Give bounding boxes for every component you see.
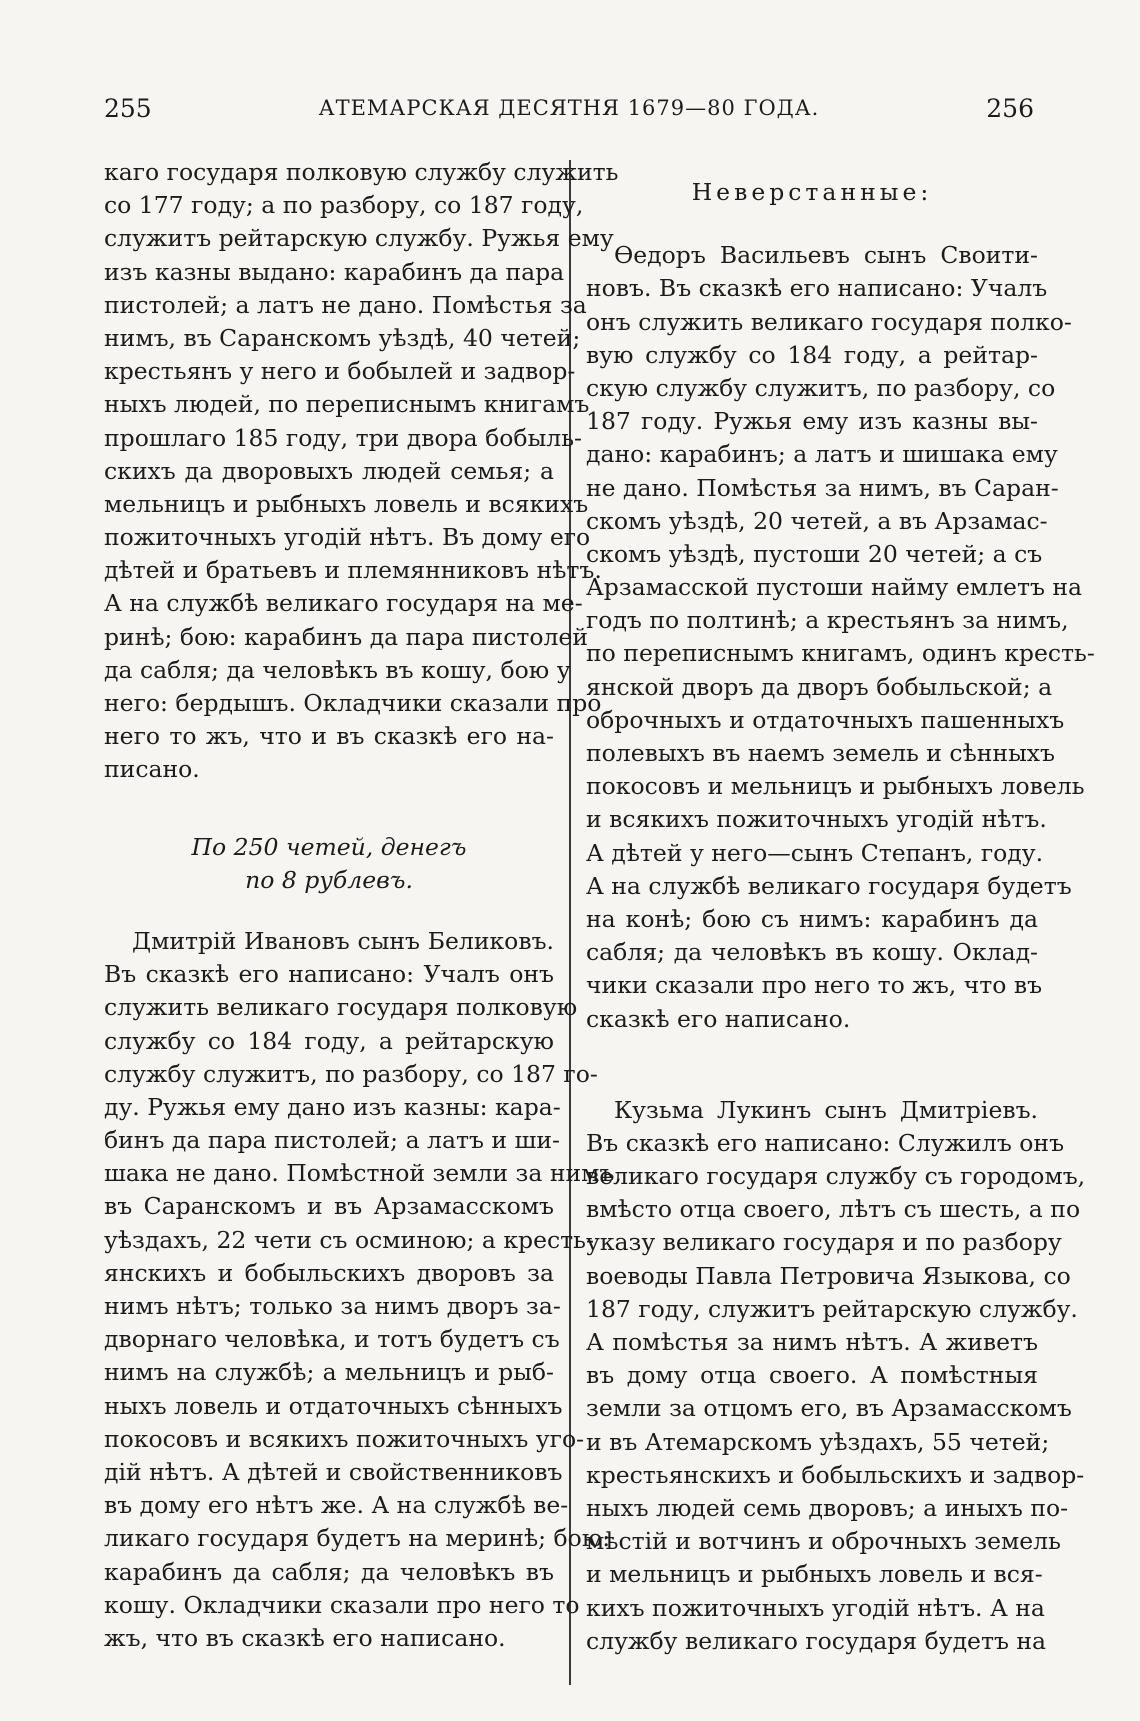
text-line: каго государя полковую службу служить bbox=[104, 158, 619, 186]
text-line: скомъ уѣздѣ, пустоши 20 четей; а съ bbox=[586, 539, 1043, 568]
text-line: новъ. Въ сказкѣ его написано: Учалъ bbox=[586, 274, 1048, 303]
text-line: ду. Ружья ему дано изъ казны: кара- bbox=[104, 1092, 561, 1121]
text-line: шака не дано. Помѣстной земли за нимъ, bbox=[104, 1159, 622, 1188]
text-line: писано. bbox=[104, 755, 200, 784]
text-line: Ѳедоръ Васильевъ сынъ Своити- bbox=[614, 241, 1038, 270]
text-line: пистолей; а латъ не дано. Помѣстья за bbox=[104, 290, 587, 319]
column-divider bbox=[569, 160, 571, 1685]
text-line: и въ Атемарскомъ уѣздахъ, 55 четей; bbox=[586, 1427, 1050, 1456]
text-line: дій нѣтъ. А дѣтей и свойственниковъ bbox=[104, 1457, 563, 1486]
text-line: скомъ уѣздѣ, 20 четей, а въ Арзамас- bbox=[586, 506, 1048, 535]
text-line: сабля; да человѣкъ въ кошу. Оклад- bbox=[586, 938, 1038, 967]
running-header bbox=[104, 94, 1034, 134]
text-line: прошлаго 185 году, три двора бобыль- bbox=[104, 423, 582, 452]
text-line: нимъ нѣтъ; только за нимъ дворъ за- bbox=[104, 1292, 561, 1320]
text-line: ликаго государя будетъ на меринѣ; бою: bbox=[104, 1524, 611, 1553]
text-line: мѣстій и вотчинъ и оброчныхъ земель bbox=[586, 1527, 1061, 1556]
heading-line: По 250 четей, денегъ bbox=[191, 832, 467, 861]
text-line: дано: карабинъ; а латъ и шишака ему bbox=[586, 440, 1058, 469]
text-line: ринѣ; бою: карабинъ да пара пистолей bbox=[104, 622, 588, 651]
spacer bbox=[104, 787, 554, 831]
text-line: дворнаго человѣка, и тотъ будетъ съ bbox=[104, 1325, 560, 1354]
text-line: А на службѣ великаго государя на ме- bbox=[104, 589, 583, 618]
spacer bbox=[586, 1036, 1038, 1094]
page-number-right: 256 bbox=[986, 94, 1034, 123]
text-line: оброчныхъ и отдаточныхъ пашенныхъ bbox=[586, 705, 1065, 734]
section-heading-neverstannye: Неверстанные: bbox=[691, 178, 933, 206]
text-line: нимъ, въ Саранскомъ уѣздѣ, 40 четей; bbox=[104, 323, 581, 352]
heading-line: по 8 рублевъ. bbox=[245, 865, 413, 894]
text-line: не дано. Помѣстья за нимъ, въ Саран- bbox=[586, 473, 1059, 502]
text-line: изъ казны выдано: карабинъ да пара bbox=[104, 257, 565, 286]
right-column bbox=[586, 156, 1095, 1658]
text-line: нимъ на службѣ; а мельницъ и рыб- bbox=[104, 1358, 554, 1387]
text-line: по переписнымъ книгамъ, одинъ кресть- bbox=[586, 639, 1095, 668]
text-line: вую службу со 184 году, а рейтар- bbox=[586, 340, 1038, 369]
left-section-heading bbox=[104, 831, 554, 897]
text-line: него то жъ, что и въ сказкѣ его на- bbox=[104, 722, 554, 751]
running-title: АТЕМАРСКАЯ ДЕСЯТНЯ 1679—80 ГОДА. bbox=[318, 96, 820, 120]
text-line: кошу. Окладчики сказали про него то bbox=[104, 1590, 580, 1619]
text-line: пожиточныхъ угодій нѣтъ. Въ дому его bbox=[104, 523, 591, 552]
text-line: вмѣсто отца своего, лѣтъ съ шесть, а по bbox=[586, 1195, 1081, 1224]
text-line: въ Саранскомъ и въ Арзамасскомъ bbox=[104, 1192, 554, 1221]
text-line: Въ сказкѣ его написано: Служилъ онъ bbox=[586, 1128, 1065, 1157]
text-line: Арзамасской пустоши найму емлетъ на bbox=[586, 573, 1083, 602]
text-line: янскихъ и бобыльскихъ дворовъ за bbox=[104, 1258, 554, 1287]
text-line: воеводы Павла Петровича Языкова, со bbox=[586, 1261, 1071, 1290]
text-line: покосовъ и всякихъ пожиточныхъ уго- bbox=[104, 1424, 585, 1453]
text-line: службу великаго государя будетъ на bbox=[586, 1626, 1047, 1655]
text-line: въ дому его нѣтъ же. А на службѣ ве- bbox=[104, 1491, 569, 1520]
text-line: дѣтей и братьевъ и племянниковъ нѣтъ. bbox=[104, 556, 602, 585]
text-line: онъ служить великаго государя полко- bbox=[586, 307, 1072, 336]
text-line: службу со 184 году, а рейтарскую bbox=[104, 1026, 554, 1055]
text-line: А на службѣ великаго государя будетъ bbox=[586, 871, 1072, 900]
text-line: покосовъ и мельницъ и рыбныхъ ловель bbox=[586, 772, 1085, 801]
text-line: годъ по полтинѣ; а крестьянъ за нимъ, bbox=[586, 606, 1069, 635]
spacer bbox=[104, 897, 554, 925]
text-line: служить великаго государя полковую bbox=[104, 993, 578, 1022]
text-line: крестьянскихъ и бобыльскихъ и задвор- bbox=[586, 1460, 1085, 1489]
text-line: Въ сказкѣ его написано: Учалъ онъ bbox=[104, 960, 554, 989]
text-line: него: бердышъ. Окладчики сказали про bbox=[104, 689, 602, 717]
text-line: скихъ да дворовыхъ людей семья; а bbox=[104, 456, 554, 485]
text-line: ныхъ людей, по переписнымъ книгамъ bbox=[104, 390, 590, 419]
text-line: указу великаго государя и по разбору bbox=[586, 1228, 1062, 1257]
text-line: уѣздахъ, 22 чети съ осминою; а кресть- bbox=[104, 1225, 594, 1254]
text-line: скую службу служитъ, по разбору, со bbox=[586, 373, 1056, 402]
text-line: земли за отцомъ его, въ Арзамасскомъ bbox=[586, 1394, 1072, 1423]
right-paragraph-2 bbox=[586, 1094, 1086, 1658]
text-line: службу служитъ, по разбору, со 187 го- bbox=[104, 1059, 598, 1088]
text-line: ныхъ людей семь дворовъ; а иныхъ по- bbox=[586, 1493, 1069, 1522]
text-line: со 177 году; а по разбору, со 187 году, bbox=[104, 191, 584, 220]
text-line: на конѣ; бою съ нимъ: карабинъ да bbox=[586, 904, 1038, 933]
text-line: въ дому отца своего. А помѣстныя bbox=[586, 1361, 1038, 1390]
text-line: и всякихъ пожиточныхъ угодій нѣтъ. bbox=[586, 805, 1047, 834]
text-line: Кузьма Лукинъ сынъ Дмитріевъ. bbox=[614, 1095, 1038, 1124]
right-paragraph-1 bbox=[586, 239, 1095, 1036]
page-number-left: 255 bbox=[104, 94, 152, 123]
left-paragraph-1 bbox=[104, 156, 619, 787]
text-line: А помѣстья за нимъ нѣтъ. А живетъ bbox=[586, 1328, 1038, 1356]
text-line: жъ, что въ сказкѣ его написано. bbox=[104, 1623, 506, 1652]
left-column bbox=[104, 156, 622, 1655]
spacer bbox=[586, 209, 1038, 239]
left-paragraph-2 bbox=[104, 925, 622, 1655]
text-line: да сабля; да человѣкъ въ кошу, бою у bbox=[104, 655, 571, 684]
text-line: полевыхъ въ наемъ земель и сѣнныхъ bbox=[586, 739, 1055, 767]
spacer bbox=[586, 156, 1038, 176]
text-line: бинъ да пара пистолей; а латъ и ши- bbox=[104, 1126, 560, 1155]
text-line: мельницъ и рыбныхъ ловель и всякихъ bbox=[104, 489, 589, 518]
text-line: чики сказали про него то жъ, что въ bbox=[586, 971, 1043, 1000]
text-line: кихъ пожиточныхъ угодій нѣтъ. А на bbox=[586, 1593, 1045, 1622]
text-line: служитъ рейтарскую службу. Ружья ему bbox=[104, 224, 614, 253]
text-line: и мельницъ и рыбныхъ ловель и вся- bbox=[586, 1560, 1043, 1589]
text-line: сказкѣ его написано. bbox=[586, 1004, 851, 1033]
text-line: янской дворъ да дворъ бобыльской; а bbox=[586, 672, 1053, 701]
text-line: 187 году. Ружья ему изъ казны вы- bbox=[586, 407, 1038, 436]
text-line: 187 году, служитъ рейтарскую службу. bbox=[586, 1294, 1078, 1323]
text-line: великаго государя службу съ городомъ, bbox=[586, 1162, 1086, 1191]
text-line: ныхъ ловель и отдаточныхъ сѣнныхъ bbox=[104, 1391, 563, 1420]
text-line: крестьянъ у него и бобылей и задвор- bbox=[104, 357, 576, 386]
text-line: Дмитрій Ивановъ сынъ Беликовъ. bbox=[132, 926, 554, 955]
text-line: карабинъ да сабля; да человѣкъ въ bbox=[104, 1557, 554, 1586]
text-line: А дѣтей у него—сынъ Степанъ, году. bbox=[586, 838, 1044, 867]
